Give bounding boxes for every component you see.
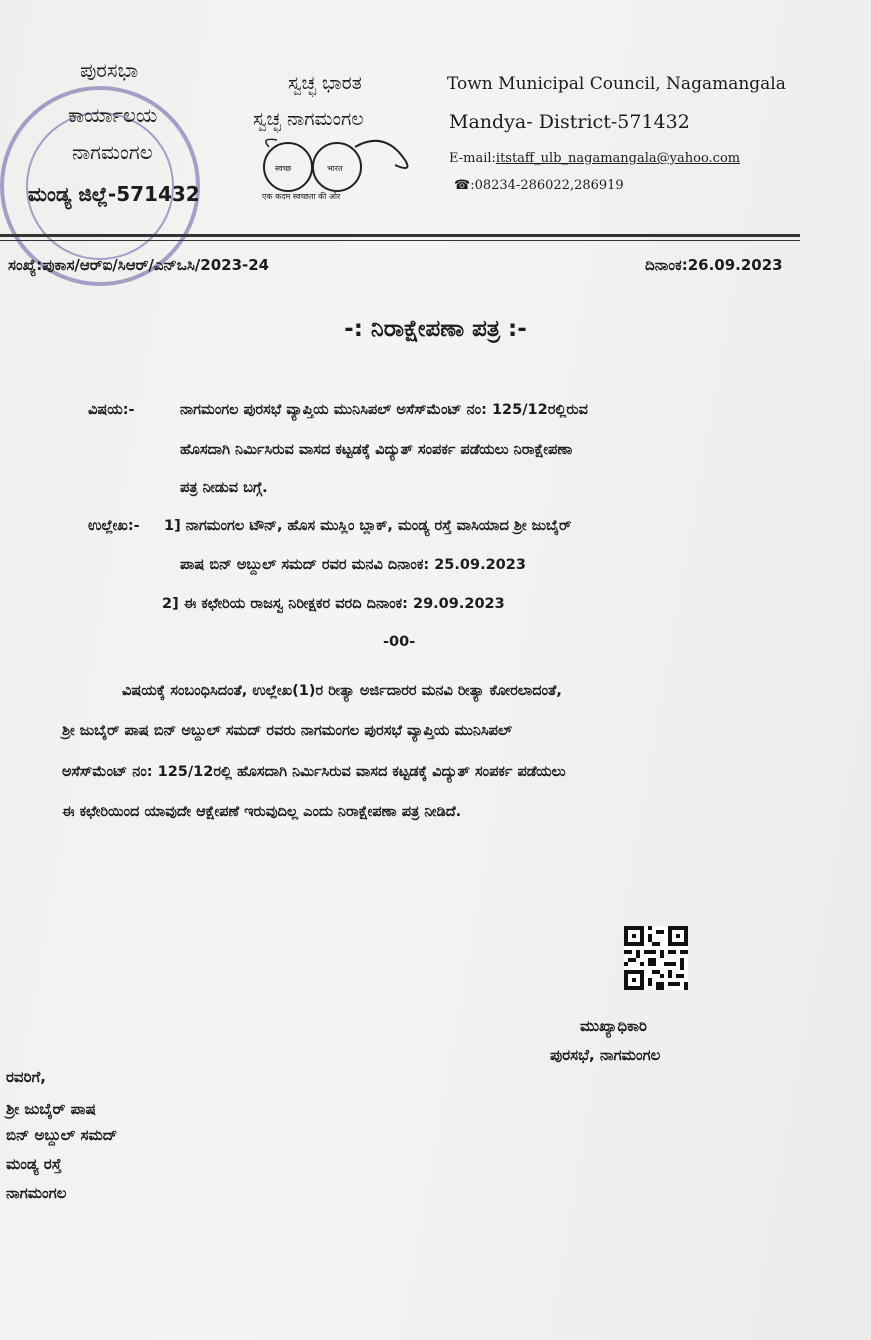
council-district: Mandya- District-571432	[449, 111, 690, 133]
subject-label: ವಿಷಯ:-	[88, 402, 135, 418]
addressee-line2: ಶ್ರೀ ಜುಬೈರ್ ಪಾಷ	[6, 1100, 96, 1118]
addressee-line5: ನಾಗಮಂಗಲ	[6, 1184, 67, 1202]
office-name-line2: ಕಾರ್ಯಾಲಯ	[68, 103, 158, 127]
letter-date: ದಿನಾಂಕ:26.09.2023	[645, 256, 783, 274]
body-line4: ಈ ಕಛೇರಿಯಿಂದ ಯಾವುದೇ ಆಕ್ಷೇಪಣೆ ಇರುವುದಿಲ್ಲ ಎಂದು ನಿರಾಕ್ಷೇಪಣಾ ಪತ್ರ ನೀಡಿದೆ.	[62, 804, 462, 820]
swachh-bharat-line1: ಸ್ವಚ್ಛ ಭಾರತ	[288, 72, 362, 94]
letter-title: -: ನಿರಾಕ್ಷೇಪಣಾ ಪತ್ರ :-	[344, 316, 527, 342]
addressee-line1: ರವರಿಗೆ,	[6, 1068, 46, 1086]
council-name: Town Municipal Council, Nagamangala	[447, 74, 786, 94]
subject-line3: ಪತ್ರ ನೀಡುವ ಬಗ್ಗೆ.	[180, 480, 268, 496]
reference-item2: 2] ಈ ಕಛೇರಿಯ ರಾಜಸ್ವ ನಿರೀಕ್ಷಕರ ವರದಿ ದಿನಾಂಕ: 29.09.2023	[162, 596, 505, 612]
logo-caption: एक कदम स्वच्छता की ओर	[262, 192, 341, 201]
signatory-office: ಪುರಸಭೆ, ನಾಗಮಂಗಲ	[550, 1046, 661, 1064]
email-address: itstaff_ulb_nagamangala@yahoo.com	[495, 151, 741, 166]
council-email-line	[449, 151, 740, 166]
signatory-designation: ಮುಖ್ಯಾಧಿಕಾರಿ	[580, 1017, 647, 1035]
qr-code-icon	[624, 926, 688, 990]
reference-label: ಉಲ್ಲೇಖ:-	[88, 518, 140, 534]
reference-item1-line1: 1] ನಾಗಮಂಗಲ ಟೌನ್, ಹೊಸ ಮುಸ್ಲಿಂ ಬ್ಲಾಕ್, ಮಂಡ್ಯ ರಸ್ತೆ ವಾಸಿಯಾದ ಶ್ರೀ ಜುಬೈರ್	[164, 518, 572, 534]
reference-item1-line2: ಪಾಷ ಬಿನ್ ಅಬ್ದುಲ್ ಸಮದ್ ರವರ ಮನವಿ ದಿನಾಂಕ: 25.09.2023	[180, 557, 526, 573]
addressee-line4: ಮಂಡ್ಯ ರಸ್ತೆ	[6, 1155, 62, 1173]
body-line3: ಅಸೆಸ್‌ಮೆಂಟ್ ನಂ: 125/12ರಲ್ಲಿ ಹೊಸದಾಗಿ ನಿರ್ಮಿಸಿರುವ ವಾಸದ ಕಟ್ಟಡಕ್ಕೆ ವಿದ್ಯುತ್ ಸಂಪರ್ಕ ಪಡೆಯಲು	[62, 764, 566, 780]
header-divider-thin	[0, 240, 800, 241]
section-separator: -00-	[383, 634, 416, 650]
logo-right-text: भारत	[327, 164, 343, 173]
logo-left-text: स्वच्छ	[275, 164, 292, 173]
office-name-line1: ಪುರಸಭಾ	[80, 58, 139, 82]
swachh-bharat-line2: ಸ್ವಚ್ಛ ನಾಗಮಂಗಲ	[253, 108, 364, 130]
body-line1: ವಿಷಯಕ್ಕೆ ಸಂಬಂಧಿಸಿದಂತೆ, ಉಲ್ಲೇಖ(1)ರ ರೀತ್ಯಾ ಅರ್ಜಿದಾರರ ಮನವಿ ರೀತ್ಯಾ ಕೋರಲಾದಂತೆ,	[122, 683, 562, 699]
subject-line1: ನಾಗಮಂಗಲ ಪುರಸಭೆ ವ್ಯಾಪ್ತಿಯ ಮುನಿಸಿಪಲ್ ಅಸೆಸ್‌ಮೆಂಟ್ ನಂ: 125/12ರಲ್ಲಿರುವ	[180, 402, 588, 418]
council-phone: ☎:08234-286022,286919	[454, 178, 624, 193]
header-divider-thick	[0, 234, 800, 237]
office-name-line4: ಮಂಡ್ಯ ಜಿಲ್ಲೆ-571432	[28, 182, 200, 206]
reference-number: ಸಂಖ್ಯೆ:ಪುಕಾಸ/ಆರ್‌ಐ/ಸಿಆರ್/ಎನ್‌ಒಸಿ/2023-24	[8, 256, 270, 274]
office-name-line3: ನಾಗಮಂಗಲ	[72, 140, 153, 164]
addressee-line3: ಬಿನ್ ಅಬ್ದುಲ್ ಸಮದ್	[6, 1126, 118, 1144]
body-line2: ಶ್ರೀ ಜುಬೈರ್ ಪಾಷ ಬಿನ್ ಅಬ್ದುಲ್ ಸಮದ್ ರವರು ನಾಗಮಂಗಲ ಪುರಸಭೆ ವ್ಯಾಪ್ತಿಯ ಮುನಿಸಿಪಲ್	[62, 723, 513, 739]
email-label: E-mail:	[449, 151, 496, 166]
subject-line2: ಹೊಸದಾಗಿ ನಿರ್ಮಿಸಿರುವ ವಾಸದ ಕಟ್ಟಡಕ್ಕೆ ವಿದ್ಯುತ್ ಸಂಪರ್ಕ ಪಡೆಯಲು ನಿರಾಕ್ಷೇಪಣಾ	[180, 442, 573, 458]
